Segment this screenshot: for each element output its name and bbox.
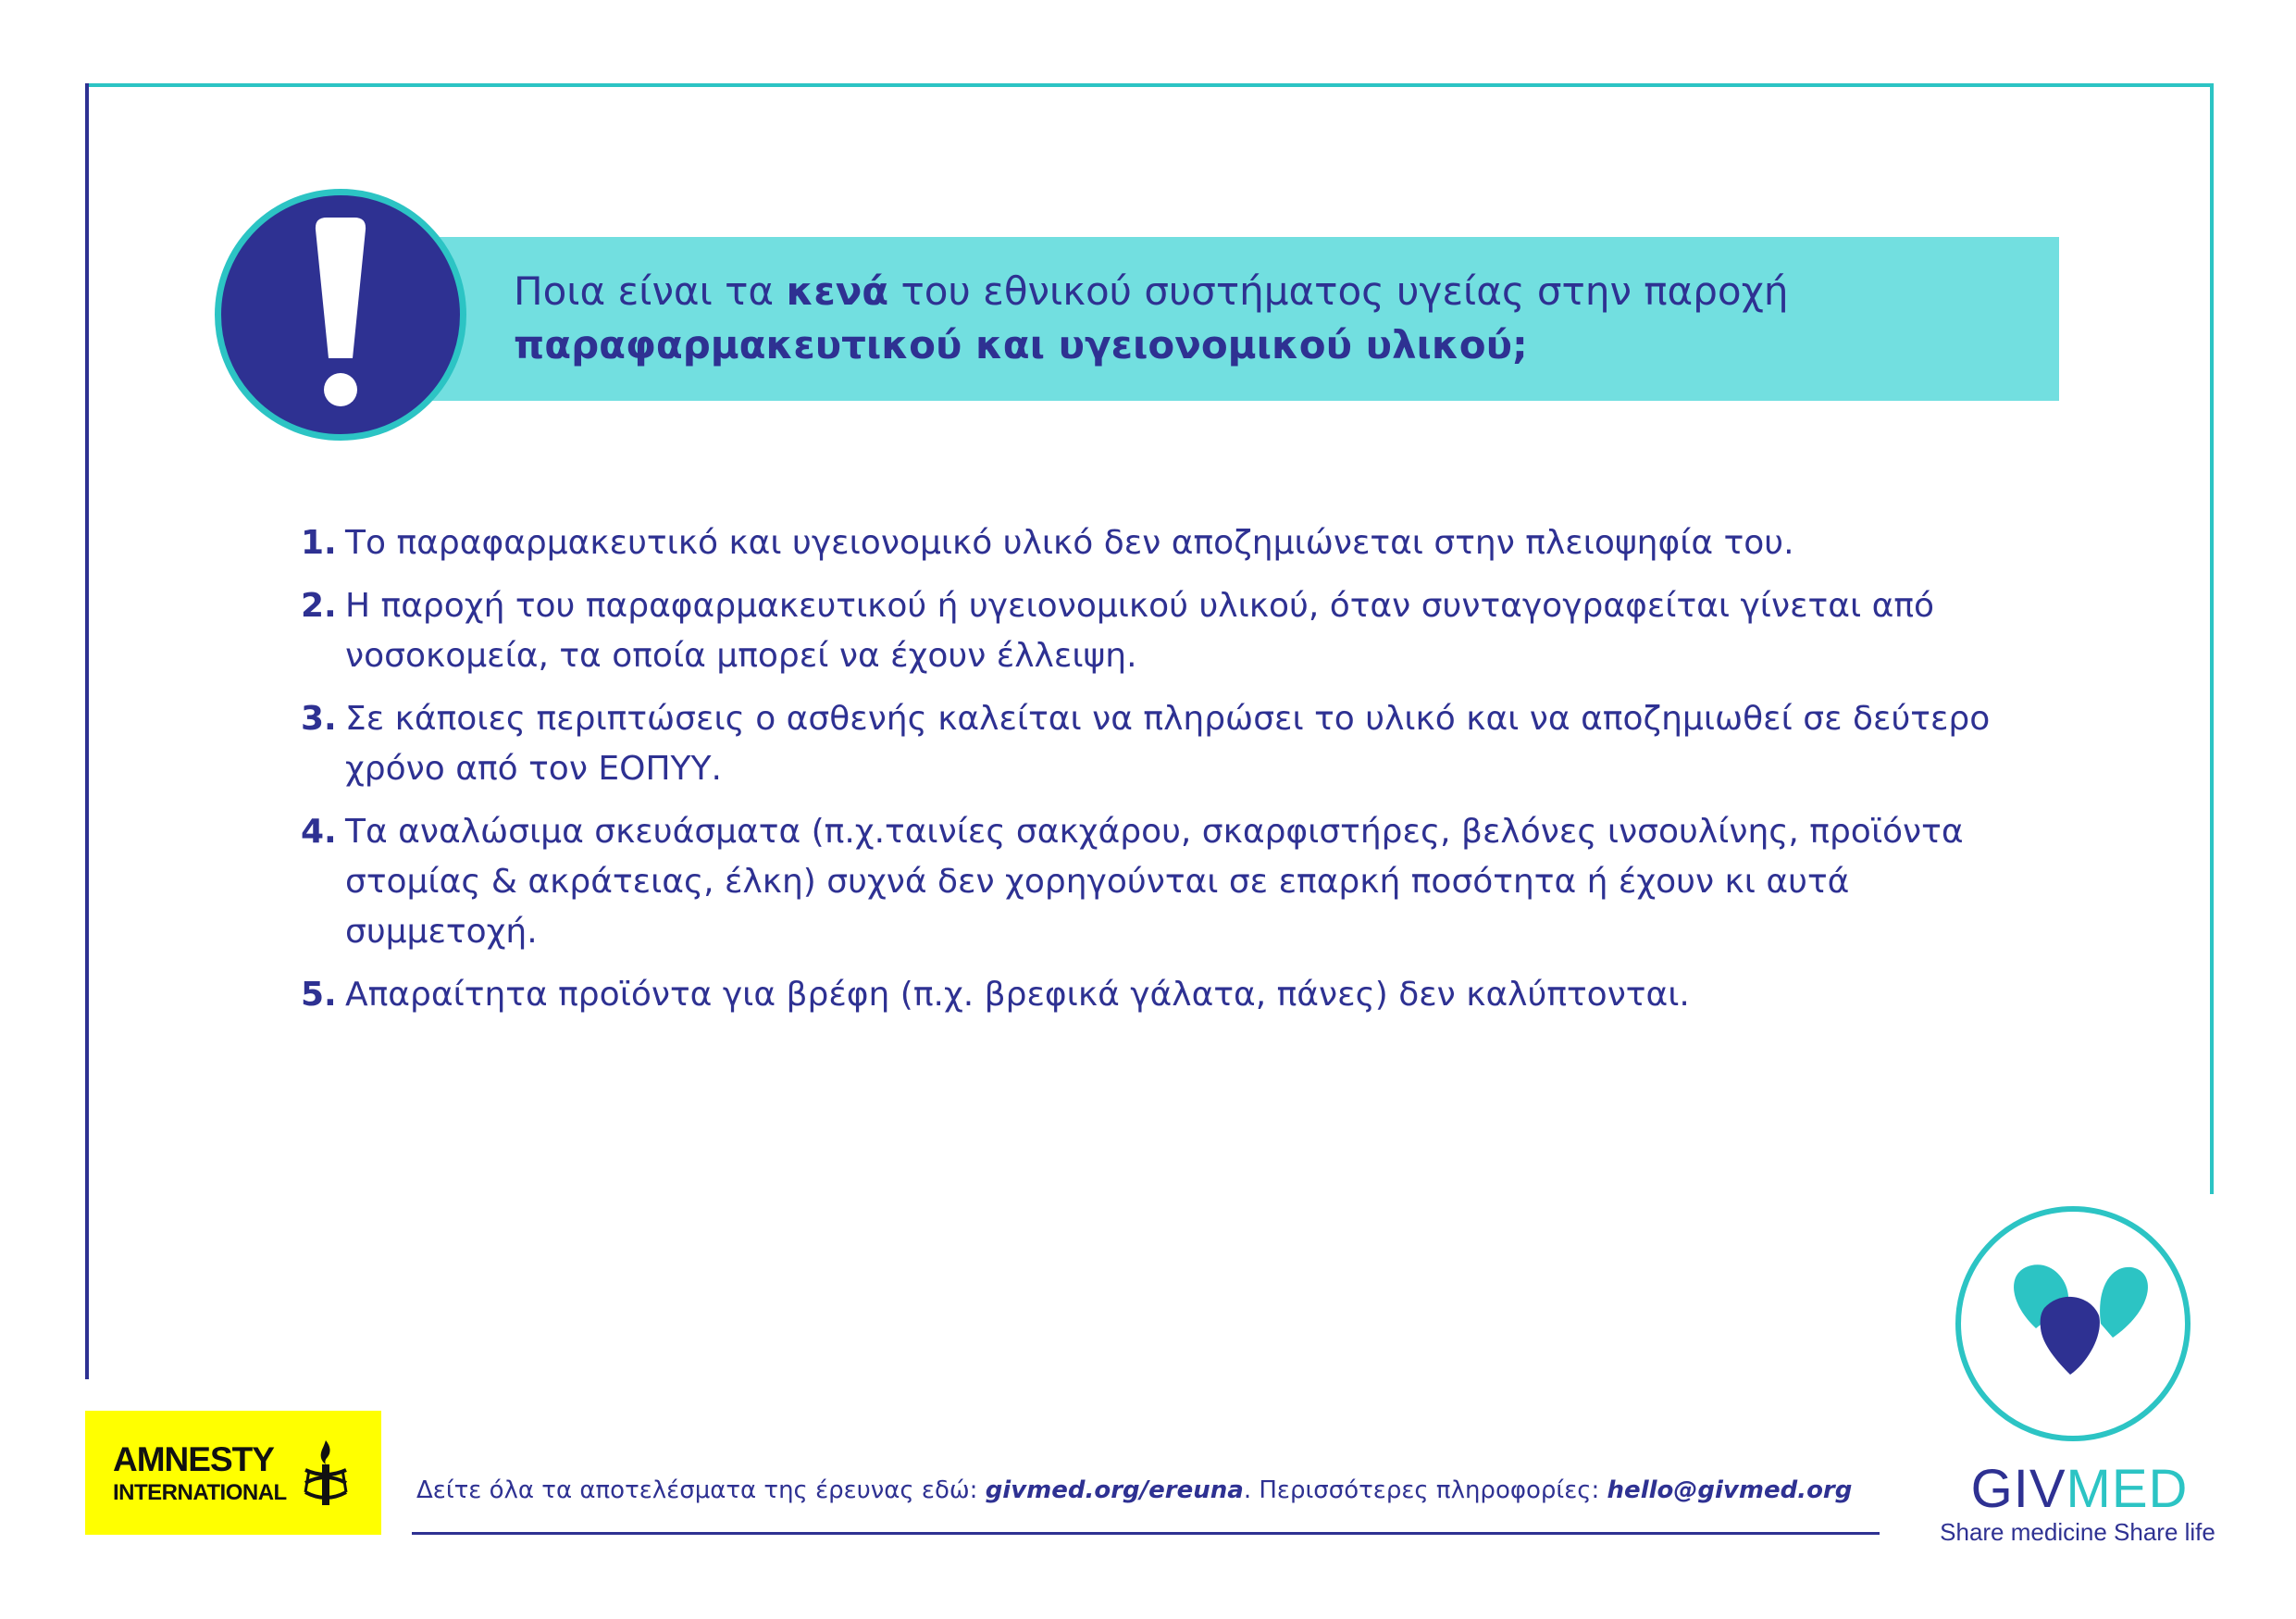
footer-results-link[interactable]: givmed.org/ereuna xyxy=(985,1476,1244,1504)
amnesty-line-2: INTERNATIONAL xyxy=(113,1480,287,1505)
frame-right-border xyxy=(2210,83,2214,1194)
footer-info-label: . Περισσότερες πληροφορίες: xyxy=(1243,1476,1607,1504)
list-item-text: Το παραφαρμακευτικό και υγειονομικό υλικό δεν αποζημιώνεται στην πλειοψηφία του. xyxy=(345,524,1794,562)
list-item xyxy=(301,970,2041,1020)
candle-icon xyxy=(296,1437,355,1511)
list-item xyxy=(301,694,2041,794)
list-item-text: Η παροχή του παραφαρμακευτικού ή υγειονομικού υλικού, όταν συνταγογραφείται γίνεται από νοσοκομεία, τα οποία μπορεί να έχουν έλλειψη. xyxy=(345,587,1935,675)
list-item-number: 4. xyxy=(301,813,337,851)
page-title xyxy=(514,265,1994,372)
title-bold-2: παραφαρμακευτικού και υγειονομικού υλικού; xyxy=(514,322,1528,367)
frame-top-border xyxy=(85,83,2214,87)
list-item-number: 1. xyxy=(301,524,337,562)
amnesty-wordmark xyxy=(113,1442,287,1504)
frame-left-border xyxy=(85,83,89,1379)
list-item-number: 5. xyxy=(301,976,337,1014)
exclamation-glyph xyxy=(221,195,460,434)
amnesty-line-1: AMNESTY xyxy=(113,1440,274,1478)
title-bold-1: κενά xyxy=(786,268,889,314)
list-item-number: 3. xyxy=(301,700,337,738)
title-part-1: Ποια είναι τα xyxy=(514,268,787,314)
givmed-tagline: Share medicine Share life xyxy=(1940,1518,2215,1546)
title-part-2: του εθνικού συστήματος υγείας στην παροχή xyxy=(888,268,1789,314)
list-item xyxy=(301,581,2041,681)
gaps-list xyxy=(301,518,2041,1033)
givmed-word-part-2: MED xyxy=(2066,1459,2189,1519)
givmed-word-part-1: GIV xyxy=(1970,1459,2066,1519)
givmed-wordmark xyxy=(1964,1459,2195,1519)
list-item xyxy=(301,807,2041,957)
footer-rule xyxy=(412,1532,1880,1535)
list-item xyxy=(301,518,2041,568)
exclamation-icon xyxy=(215,189,466,441)
footer-results-label: Δείτε όλα τα αποτελέσματα της έρευνας εδώ: xyxy=(416,1476,986,1504)
list-item-number: 2. xyxy=(301,587,337,625)
heart-pill-icon xyxy=(1948,1199,2198,1449)
amnesty-logo xyxy=(85,1411,381,1535)
list-item-text: Απαραίτητα προϊόντα για βρέφη (π.χ. βρεφικά γάλατα, πάνες) δεν καλύπτονται. xyxy=(345,976,1690,1014)
list-item-text: Σε κάποιες περιπτώσεις ο ασθενής καλείται να πληρώσει το υλικό και να αποζημιωθεί σε δεύτερο χρόνο από τον ΕΟΠΥΥ. xyxy=(345,700,1991,788)
list-item-text: Τα αναλώσιμα σκευάσματα (π.χ.ταινίες σακχάρου, σκαρφιστήρες, βελόνες ινσουλίνης, προϊόντα στομίας & ακράτειας, έλκη) συχνά δεν χορηγούνται σε επαρκή ποσότητα ή έχουν κι αυτά συμμετοχή. xyxy=(345,813,1964,951)
footer-text xyxy=(416,1474,1879,1507)
footer-info-email[interactable]: hello@givmed.org xyxy=(1607,1476,1853,1504)
